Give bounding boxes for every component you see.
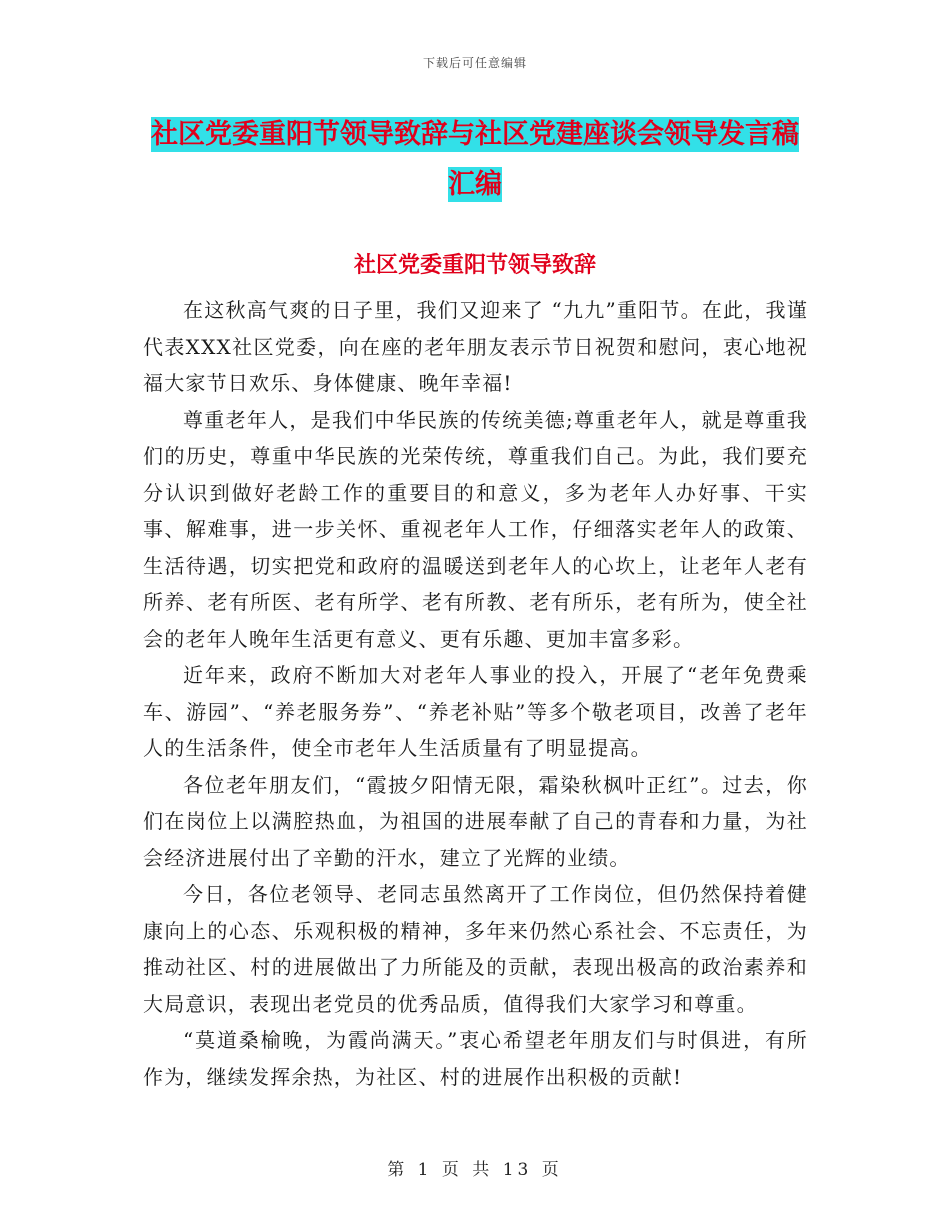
paragraph: 尊重老年人，是我们中华民族的传统美德;尊重老年人，就是尊重我们的历史，尊重中华民族的光荣传统，尊重我们自己。为此，我们要充分认识到做好老龄工作的重要目的和意义，多为老年人办好事、干实事、解难事，进一步关怀、重视老年人工作，仔细落实老年人的政策、生活待遇，切实把党和政府的温暖送到老年人的心坎上，让老年人老有所养、老有所医、老有所学、老有所教、老有所乐，老有所为，使全社会的老年人晚年生活更有意义、更有乐趣、更加丰富多彩。	[143, 407, 808, 651]
paragraph: “莫道桑榆晚，为霞尚满天。”衷心希望老年朋友们与时俱进，有所作为，继续发挥余热，为社区、村的进展作出积极的贡献!	[143, 1028, 808, 1089]
document-title-text: 社区党委重阳节领导致辞与社区党建座谈会领导发言稿汇编	[151, 119, 799, 200]
paragraph: 在这秋高气爽的日子里，我们又迎来了 “九九”重阳节。在此，我谨代表XXX社区党委，向在座的老年朋友表示节日祝贺和慰问，衷心地祝福大家节日欢乐、身体健康、晚年幸福!	[143, 298, 808, 395]
document-title	[150, 110, 800, 210]
page-footer: 第 1 页 共 13 页	[387, 1160, 563, 1180]
header-note: 下载后可任意编辑	[422, 56, 527, 70]
section-title: 社区党委重阳节领导致辞	[353, 253, 596, 278]
paragraph: 今日，各位老领导、老同志虽然离开了工作岗位，但仍然保持着健康向上的心态、乐观积极的精神，多年来仍然心系社会、不忘责任，为推动社区、村的进展做出了力所能及的贡献，表现出极高的政治素养和大局意识，表现出老党员的优秀品质，值得我们大家学习和尊重。	[143, 882, 808, 1016]
paragraph: 各位老年朋友们，“霞披夕阳情无限，霜染秋枫叶正红”。过去，你们在岗位上以满腔热血，为祖国的进展奉献了自己的青春和力量，为社会经济进展付出了辛勤的汗水，建立了光辉的业绩。	[143, 772, 808, 870]
paragraph: 近年来，政府不断加大对老年人事业的投入，开展了“老年免费乘车、游园”、“养老服务券”、“养老补贴”等多个敬老项目，改善了老年人的生活条件，使全市老年人生活质量有了明显提高。	[143, 663, 808, 760]
body-text	[143, 292, 808, 1095]
